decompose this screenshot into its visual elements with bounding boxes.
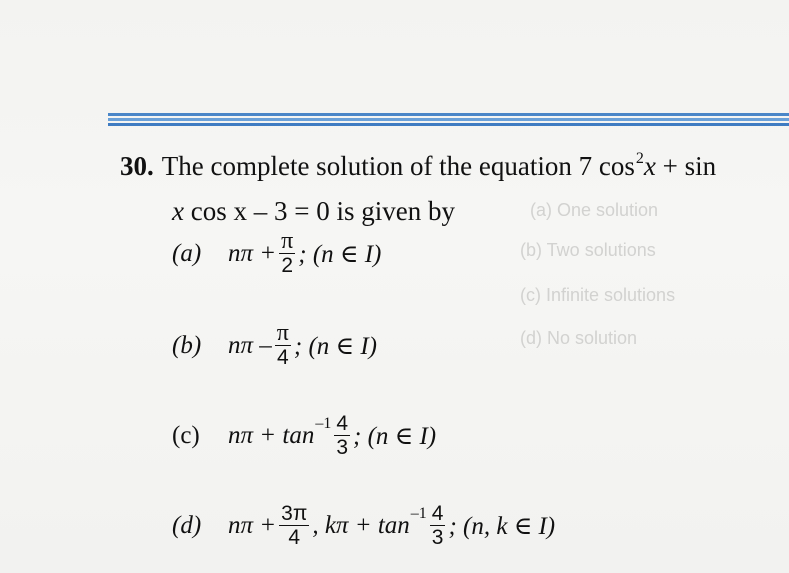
option-c[interactable]: (c) nπ + tan –1 $\frac{4}{3}$ ; (n ∈ I) bbox=[172, 412, 437, 459]
question-text: 30. The complete solution of the equation 7 $\cos^2x + \sin$ x cos x – 3 = 0 is given by bbox=[120, 150, 717, 226]
fraction: $\frac{3\pi}{4}$ bbox=[281, 502, 308, 549]
option-b[interactable]: (b) nπ – $\frac{\pi}{4}$ ; (n ∈ I) bbox=[172, 320, 377, 369]
option-a[interactable]: (a) nπ + $\frac{\pi}{2}$ ; (n ∈ I) bbox=[172, 228, 382, 277]
question-number: 30. bbox=[120, 151, 154, 181]
fraction: $\frac{\pi}{2}$ bbox=[281, 228, 294, 277]
header-rules bbox=[108, 113, 789, 128]
fraction: $\frac{4}{3}$ bbox=[431, 502, 444, 549]
option-d[interactable]: (d) nπ + $\frac{3\pi}{4}$ , kπ + tan –1 $\frac{4}{3}$ ; (n, k ∈ I) bbox=[172, 502, 556, 549]
fraction: $\frac{4}{3}$ bbox=[336, 412, 349, 459]
fraction: $\frac{\pi}{4}$ bbox=[276, 320, 289, 369]
